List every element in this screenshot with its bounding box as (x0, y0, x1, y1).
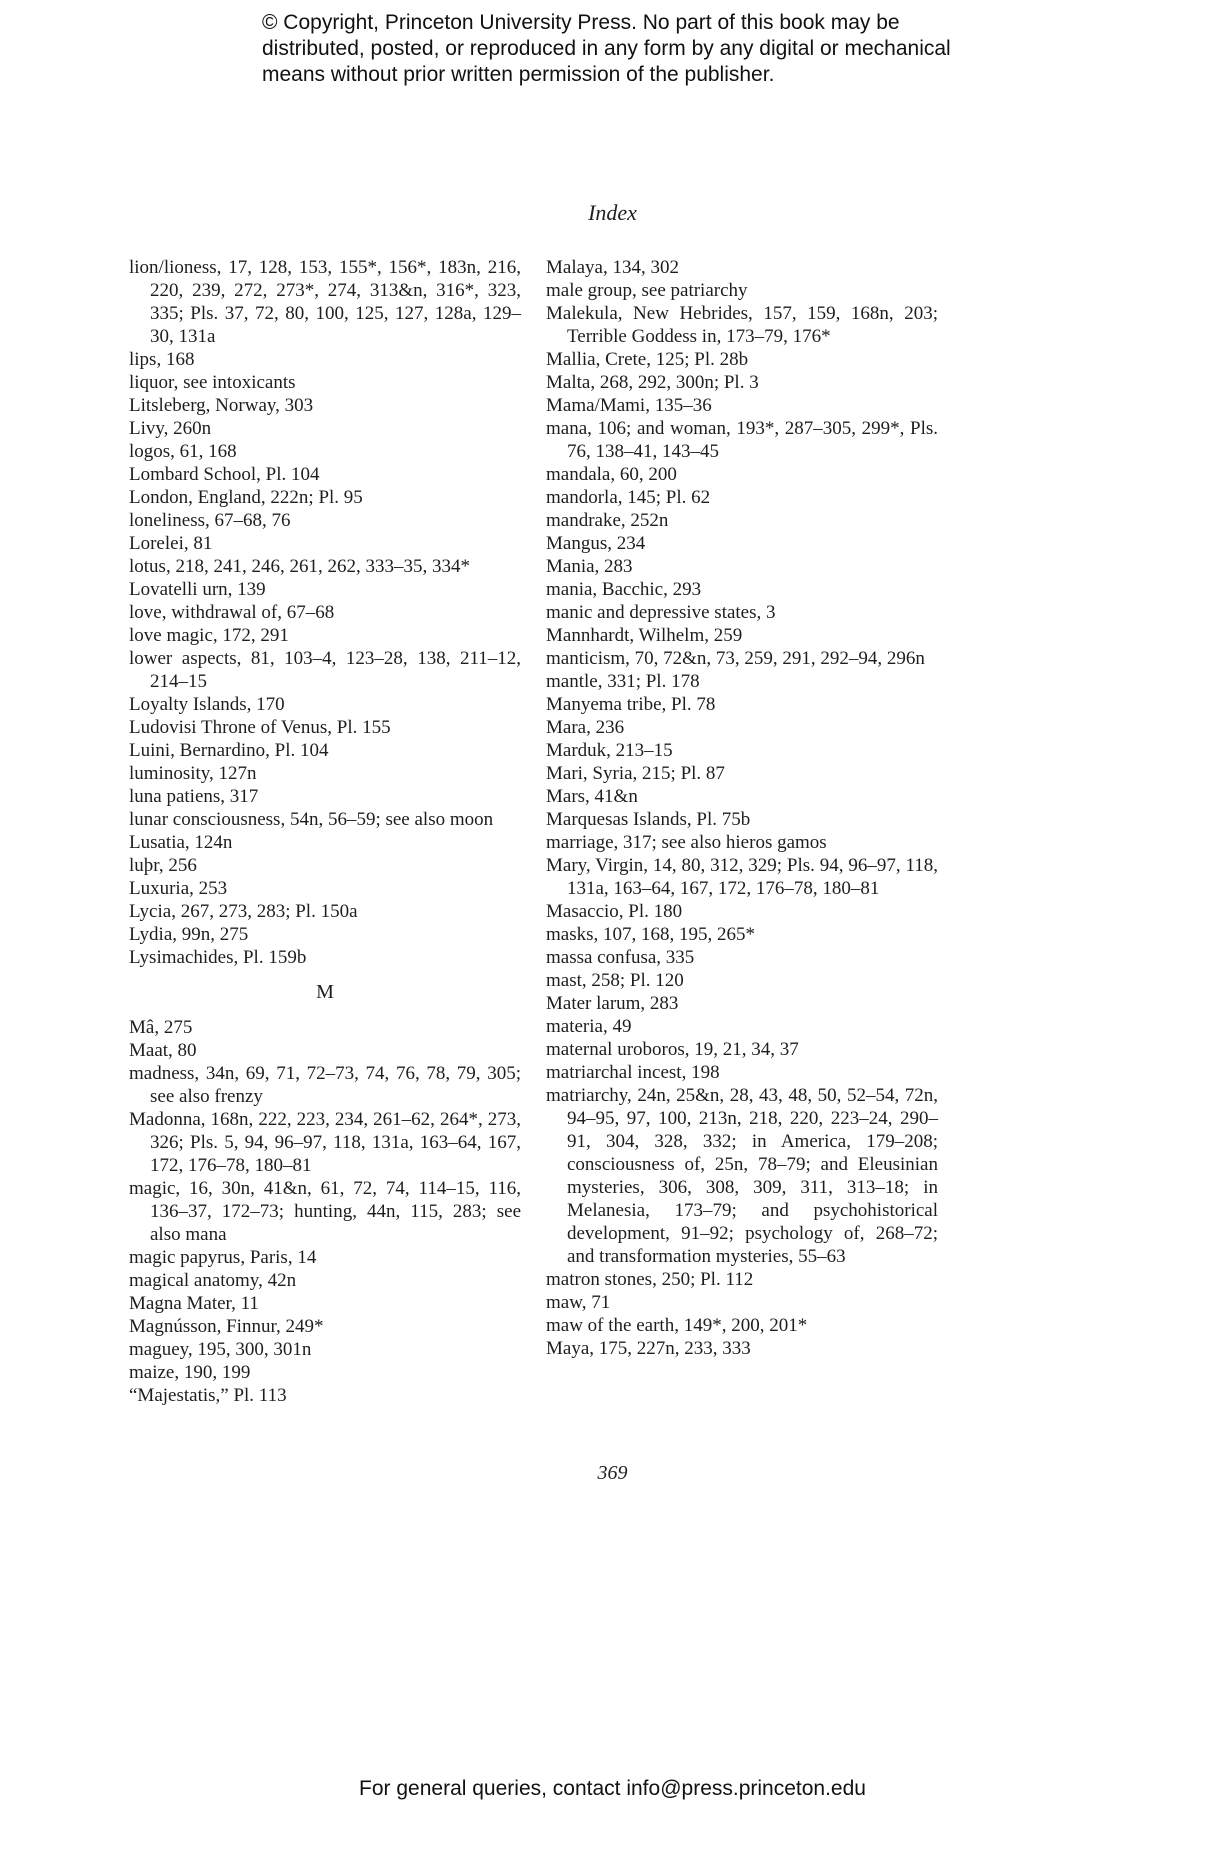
index-entry: Lycia, 267, 273, 283; Pl. 150a (129, 901, 358, 922)
index-entry: magic papyrus, Paris, 14 (129, 1247, 317, 1268)
index-entry: Malta, 268, 292, 300n; Pl. 3 (546, 372, 759, 393)
index-entry: maw of the earth, 149*, 200, 201* (546, 1315, 808, 1336)
index-entry: Mangus, 234 (546, 533, 646, 554)
index-entry: Litsleberg, Norway, 303 (129, 395, 314, 416)
index-entry: Marquesas Islands, Pl. 75b (546, 809, 751, 830)
index-entry: lunar consciousness, 54n, 56–59; see also moon (129, 809, 494, 830)
index-entry: Mara, 236 (546, 717, 625, 738)
index-entry: magic, 16, 30n, 41&n, 61, 72, 74, 114–15, 116, 136–37, 172–73; hunting, 44n, 115, 283; see also mana (129, 1178, 521, 1245)
index-entry: loneliness, 67–68, 76 (129, 510, 291, 531)
index-entry: maize, 190, 199 (129, 1362, 251, 1383)
copyright-line: means without prior written permission of the publisher. (262, 63, 775, 86)
copyright-notice (262, 10, 982, 88)
index-entry: male group, see patriarchy (546, 280, 748, 301)
index-entry: Madonna, 168n, 222, 223, 234, 261–62, 264*, 273, 326; Pls. 5, 94, 96–97, 118, 131a, 163–64, 167, 172, 176–78, 180–81 (129, 1109, 521, 1176)
index-entry: Magna Mater, 11 (129, 1293, 259, 1314)
index-entry: Mary, Virgin, 14, 80, 312, 329; Pls. 94, 96–97, 118, 131a, 163–64, 167, 172, 176–78, 180–81 (546, 855, 938, 899)
index-entry: love, withdrawal of, 67–68 (129, 602, 335, 623)
index-entry: Mari, Syria, 215; Pl. 87 (546, 763, 725, 784)
index-entry: Lusatia, 124n (129, 832, 233, 853)
index-entry: love magic, 172, 291 (129, 625, 289, 646)
index-entry: maw, 71 (546, 1292, 611, 1313)
index-entry: Magnússon, Finnur, 249* (129, 1316, 324, 1337)
index-entry: masks, 107, 168, 195, 265* (546, 924, 755, 945)
copyright-line: © Copyright, Princeton University Press. No part of this book may be (262, 11, 900, 34)
index-entry: Malaya, 134, 302 (546, 257, 679, 278)
index-entry: Marduk, 213–15 (546, 740, 673, 761)
index-entry: luminosity, 127n (129, 763, 257, 784)
page-number: 369 (597, 1462, 628, 1484)
index-entry: lion/lioness, 17, 128, 153, 155*, 156*, 183n, 216, 220, 239, 272, 273*, 274, 313&n, 316*, 323, 335; Pls. 37, 72, 80, 100, 125, 127, 128a, 129–30, 131a (129, 257, 521, 347)
index-entry: Mater larum, 283 (546, 993, 679, 1014)
index-entry: Manyema tribe, Pl. 78 (546, 694, 716, 715)
index-entry: “Majestatis,” Pl. 113 (129, 1385, 287, 1406)
index-entry: Luxuria, 253 (129, 878, 228, 899)
index-entry: marriage, 317; see also hieros gamos (546, 832, 827, 853)
index-entry: matriarchal incest, 198 (546, 1062, 720, 1083)
index-entry: logos, 61, 168 (129, 441, 237, 462)
index-entry: luþr, 256 (129, 855, 197, 876)
footer-contact: For general queries, contact info@press.princeton.edu (359, 1777, 866, 1800)
index-entry: lips, 168 (129, 349, 195, 370)
index-entry: lower aspects, 81, 103–4, 123–28, 138, 211–12, 214–15 (129, 648, 521, 692)
index-entry: Masaccio, Pl. 180 (546, 901, 683, 922)
index-entry: luna patiens, 317 (129, 786, 259, 807)
index-entry: maternal uroboros, 19, 21, 34, 37 (546, 1039, 799, 1060)
index-entry: Mâ, 275 (129, 1017, 193, 1038)
index-entry: Maya, 175, 227n, 233, 333 (546, 1338, 751, 1359)
index-entry: matriarchy, 24n, 25&n, 28, 43, 48, 50, 52–54, 72n, 94–95, 97, 100, 213n, 218, 220, 223–24, 290–91, 304, 328, 332; in America, 179–208; consciousness of, 25n, 78–79; and Eleusinian mysteries, 306, 308, 309, 311, 313–18; in Melanesia, 173–79; and psychohistorical development, 91–92; psychology of, 268–72; and transformation mysteries, 55–63 (546, 1085, 938, 1267)
copyright-line: distributed, posted, or reproduced in any form by any digital or mechanical (262, 37, 951, 60)
index-entry: lotus, 218, 241, 246, 261, 262, 333–35, 334* (129, 556, 470, 577)
index-entry: manticism, 70, 72&n, 73, 259, 291, 292–94, 296n (546, 648, 925, 669)
page-heading: Index (588, 200, 637, 225)
index-entry: liquor, see intoxicants (129, 372, 296, 393)
index-entry: madness, 34n, 69, 71, 72–73, 74, 76, 78, 79, 305; see also frenzy (129, 1063, 521, 1107)
index-entry: massa confusa, 335 (546, 947, 695, 968)
index-entry: materia, 49 (546, 1016, 632, 1037)
index-column-right (546, 256, 938, 1360)
index-entry: mantle, 331; Pl. 178 (546, 671, 700, 692)
index-entry: Mallia, Crete, 125; Pl. 28b (546, 349, 749, 370)
index-entry: Lorelei, 81 (129, 533, 213, 554)
index-entry: London, England, 222n; Pl. 95 (129, 487, 363, 508)
index-entry: Ludovisi Throne of Venus, Pl. 155 (129, 717, 391, 738)
index-entry: Mania, 283 (546, 556, 633, 577)
index-entry: mandala, 60, 200 (546, 464, 677, 485)
section-letter: M (316, 981, 334, 1003)
index-entry: maguey, 195, 300, 301n (129, 1339, 312, 1360)
index-entry: Luini, Bernardino, Pl. 104 (129, 740, 329, 761)
index-column-left (129, 256, 521, 1407)
index-entry: Lovatelli urn, 139 (129, 579, 266, 600)
index-entry: mania, Bacchic, 293 (546, 579, 702, 600)
index-entry: Mama/Mami, 135–36 (546, 395, 712, 416)
index-entry: Malekula, New Hebrides, 157, 159, 168n, 203; Terrible Goddess in, 173–79, 176* (546, 303, 938, 347)
index-entry: Lydia, 99n, 275 (129, 924, 249, 945)
index-entry: mana, 106; and woman, 193*, 287–305, 299*, Pls. 76, 138–41, 143–45 (546, 418, 938, 462)
index-entry: manic and depressive states, 3 (546, 602, 776, 623)
index-entry: Loyalty Islands, 170 (129, 694, 285, 715)
index-entry: Lysimachides, Pl. 159b (129, 947, 307, 968)
index-entry: Mars, 41&n (546, 786, 638, 807)
index-entry: matron stones, 250; Pl. 112 (546, 1269, 754, 1290)
index-entry: magical anatomy, 42n (129, 1270, 297, 1291)
index-entry: Livy, 260n (129, 418, 212, 439)
index-entry: Mannhardt, Wilhelm, 259 (546, 625, 743, 646)
index-entry: Maat, 80 (129, 1040, 197, 1061)
index-entry: mandorla, 145; Pl. 62 (546, 487, 711, 508)
index-entry: mast, 258; Pl. 120 (546, 970, 684, 991)
index-entry: Lombard School, Pl. 104 (129, 464, 320, 485)
index-entry: mandrake, 252n (546, 510, 669, 531)
